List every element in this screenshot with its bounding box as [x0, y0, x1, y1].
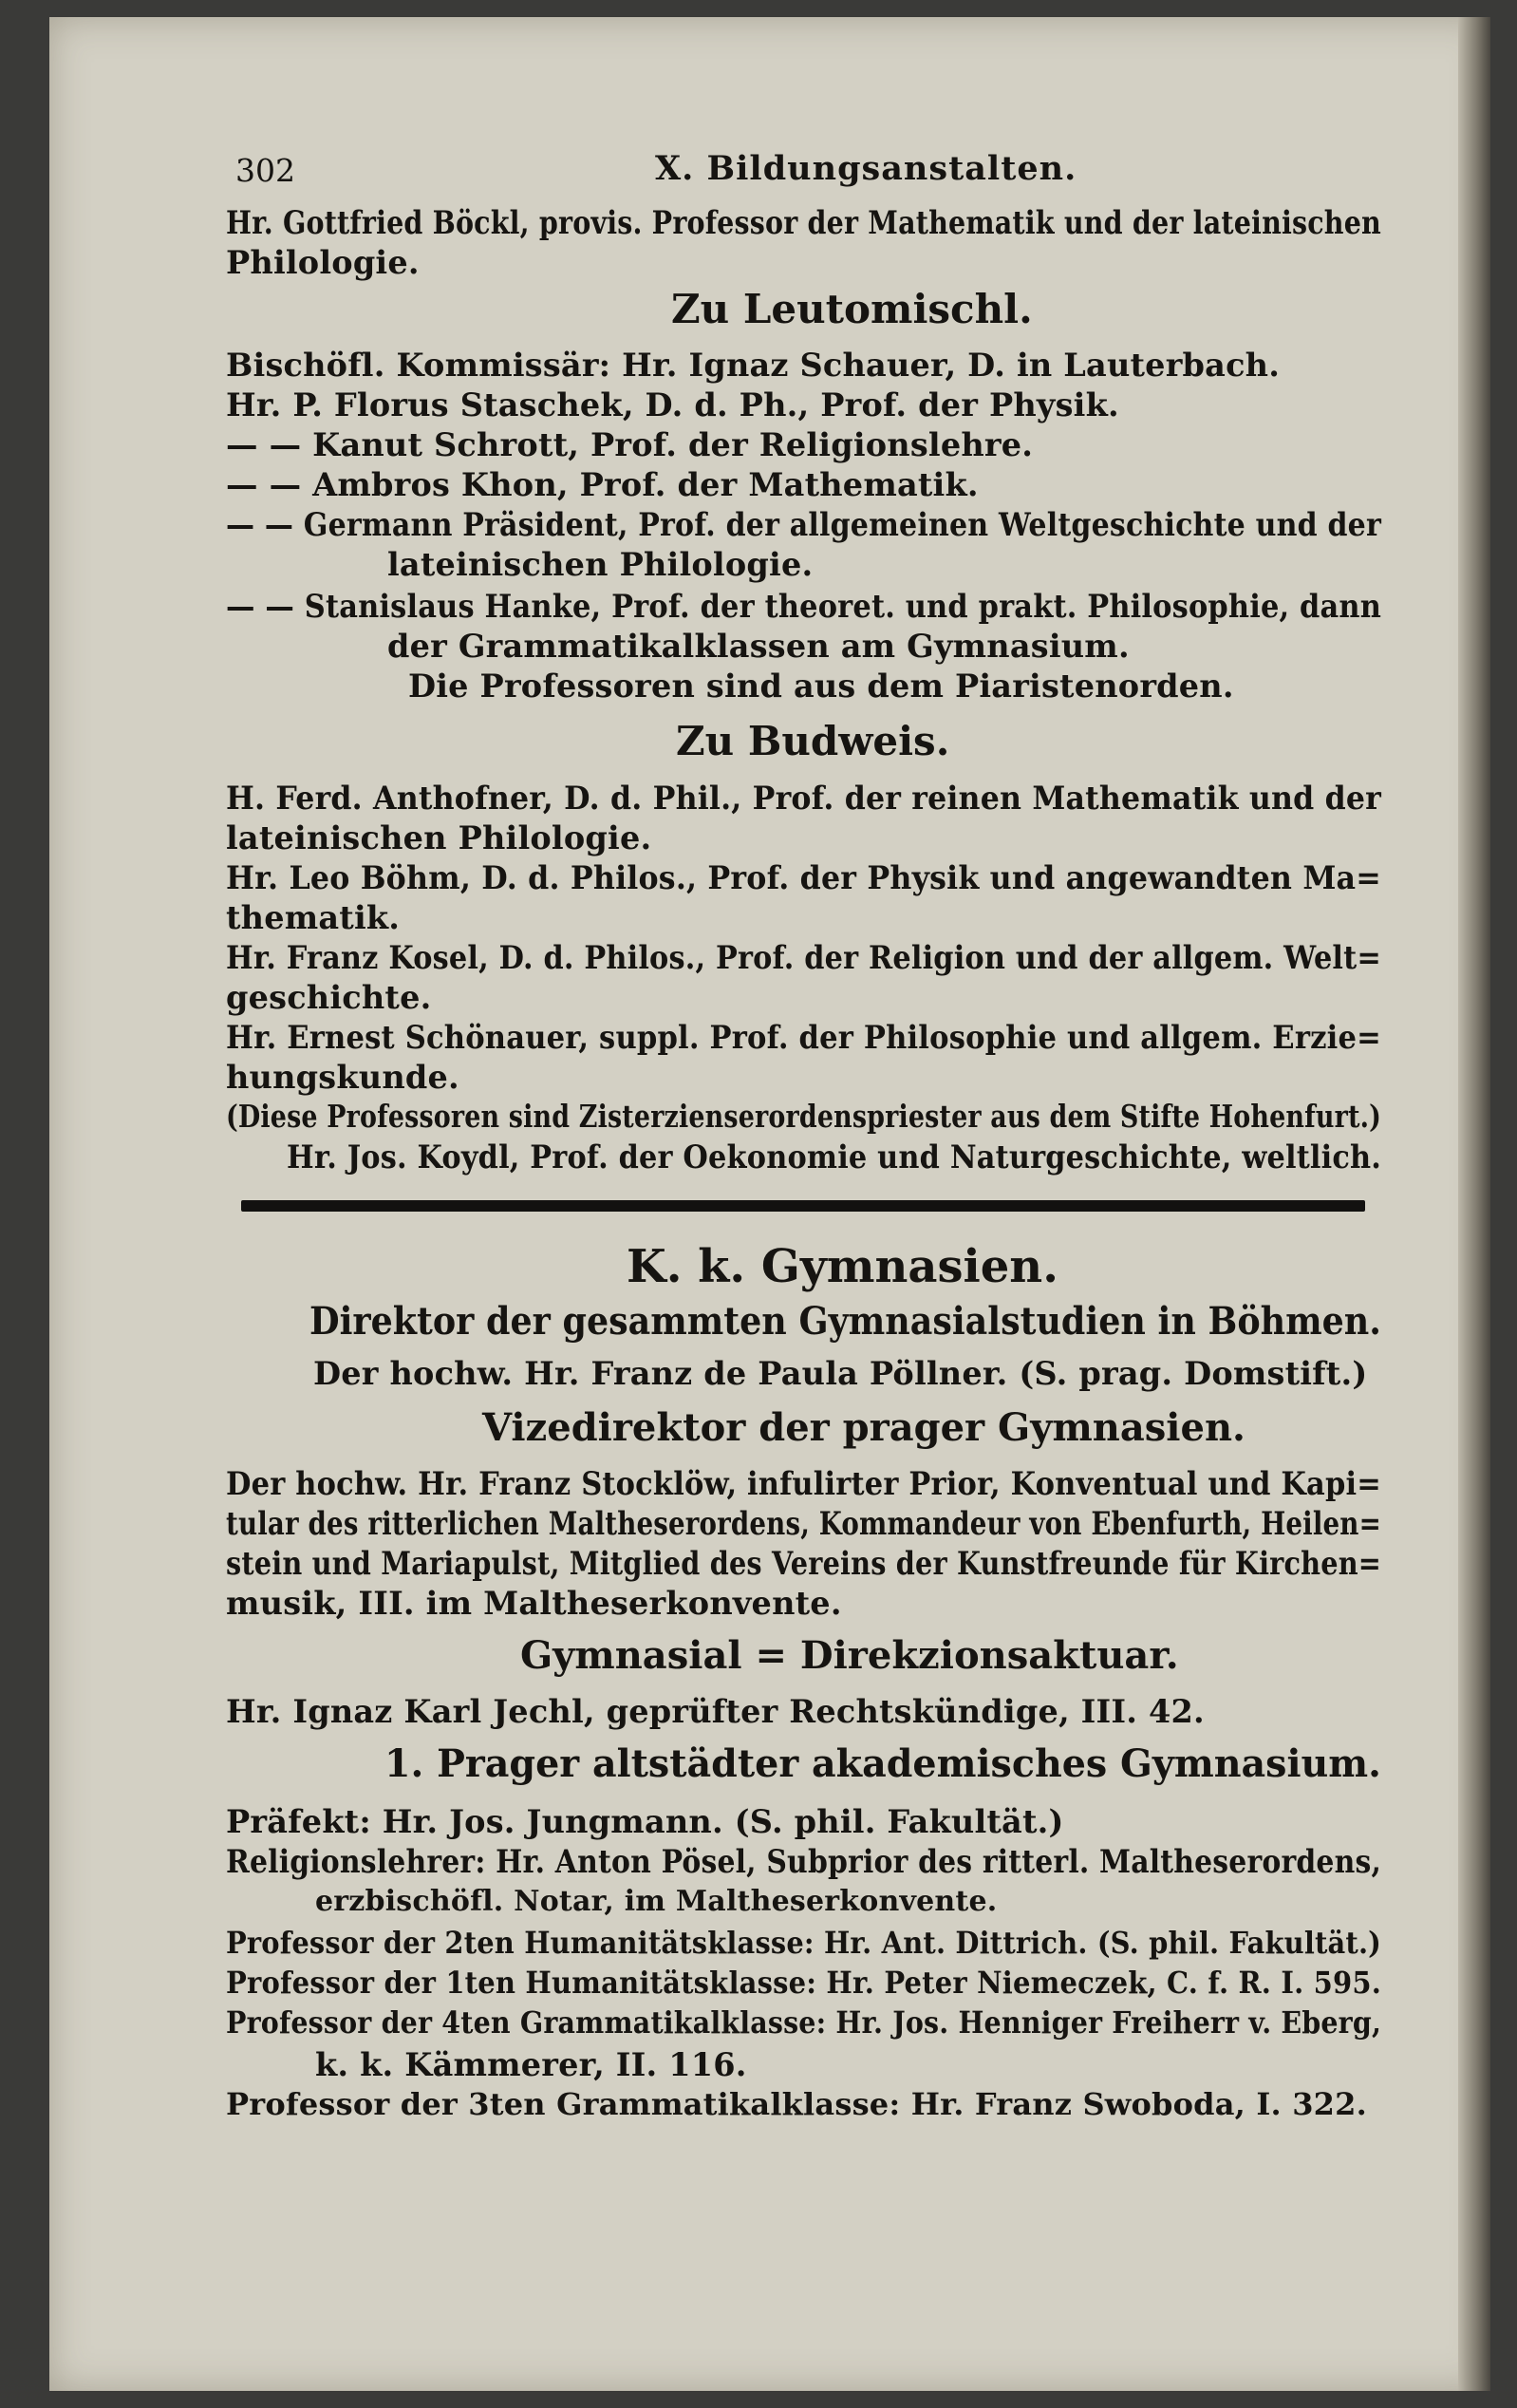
text-line: — — Germann Präsident, Prof. der allgemeinen Weltgeschichte und der — [226, 506, 1381, 543]
text-line: der Grammatikalklassen am Gymnasium. — [387, 628, 1130, 665]
text-line: Der hochw. Hr. Franz Stocklöw, infulirter Prior, Konventual und Kapi= — [226, 1465, 1381, 1502]
text-line: Hr. Ignaz Karl Jechl, geprüfter Rechtskündige, III. 42. — [226, 1693, 1205, 1730]
text-line: Bischöfl. Kommissär: Hr. Ignaz Schauer, D. in Lauterbach. — [226, 347, 1281, 384]
text-line: musik, III. im Maltheserkonvente. — [226, 1585, 842, 1622]
text-line: Hr. P. Florus Staschek, D. d. Ph., Prof. der Physik. — [226, 386, 1119, 423]
subsection-heading: Vizedirektor der prager Gymnasien. — [482, 1405, 1245, 1450]
text-line: — — Stanislaus Hanke, Prof. der theoret. und prakt. Philosophie, dann — [226, 588, 1382, 625]
running-title: X. Bildungsanstalten. — [655, 149, 1077, 188]
text-line: Präfekt: Hr. Jos. Jungmann. (S. phil. Fakultät.) — [226, 1803, 1064, 1840]
section-heading: K. k. Gymnasien. — [627, 1240, 1058, 1293]
text-line: Philologie. — [226, 244, 420, 281]
section-divider — [241, 1200, 1365, 1212]
page-number: 302 — [235, 152, 295, 189]
text-line: geschichte. — [226, 979, 432, 1016]
text-line: Hr. Ernest Schönauer, suppl. Prof. der Philosophie und allgem. Erzie= — [226, 1019, 1381, 1056]
text-line: Professor der 1ten Humanitätsklasse: Hr. Peter Niemeczek, C. f. R. I. 595. — [226, 1965, 1381, 2001]
text-line: thematik. — [226, 899, 401, 936]
text-line: stein und Mariapulst, Mitglied des Vereins der Kunstfreunde für Kirchen= — [226, 1545, 1382, 1582]
text-line: Religionslehrer: Hr. Anton Pösel, Subprior des ritterl. Maltheserordens, — [226, 1843, 1382, 1880]
text-line: lateinischen Philologie. — [226, 819, 652, 856]
text-line: (Diese Professoren sind Zisterzienserordenspriester aus dem Stifte Hohenfurt.) — [226, 1098, 1382, 1135]
subsection-heading: Direktor der gesammten Gymnasialstudien in Böhmen. — [309, 1299, 1381, 1344]
page-edge — [1458, 17, 1490, 2391]
text-line: Der hochw. Hr. Franz de Paula Pöllner. (S. prag. Domstift.) — [313, 1355, 1368, 1392]
text-line: hungskunde. — [226, 1059, 459, 1096]
section-heading: Zu Budweis. — [676, 718, 950, 764]
text-line: Hr. Leo Böhm, D. d. Philos., Prof. der Physik und angewandten Ma= — [226, 859, 1381, 896]
text-line: H. Ferd. Anthofner, D. d. Phil., Prof. der reinen Mathematik und der — [226, 780, 1381, 817]
text-line: tular des ritterlichen Maltheserordens, Kommandeur von Ebenfurth, Heilen= — [226, 1505, 1381, 1542]
text-line: Professor der 2ten Humanitätsklasse: Hr. Ant. Dittrich. (S. phil. Fakultät.) — [226, 1925, 1382, 1961]
subsection-heading: 1. Prager altstädter akademisches Gymnasium. — [384, 1741, 1381, 1786]
text-line: — — Ambros Khon, Prof. der Mathematik. — [226, 466, 979, 503]
text-line: — — Kanut Schrott, Prof. der Religionslehre. — [226, 426, 1034, 463]
section-heading: Zu Leutomischl. — [671, 286, 1033, 332]
text-line: erzbischöfl. Notar, im Maltheserkonvente. — [315, 1885, 998, 1918]
text-line: Hr. Gottfried Böckl, provis. Professor der Mathematik und der lateinischen — [226, 204, 1381, 241]
text-line: Professor der 4ten Grammatikalklasse: Hr. Jos. Henniger Freiherr v. Eberg, — [226, 2004, 1382, 2041]
text-line: k. k. Kämmerer, II. 116. — [315, 2046, 747, 2083]
subsection-heading: Gymnasial = Direkzionsaktuar. — [520, 1633, 1179, 1678]
text-line: Professor der 3ten Grammatikalklasse: Hr. Franz Swoboda, I. 322. — [226, 2086, 1367, 2122]
text-line: lateinischen Philologie. — [387, 546, 814, 583]
text-line: Hr. Jos. Koydl, Prof. der Oekonomie und Naturgeschichte, weltlich. — [287, 1138, 1382, 1176]
text-line: Hr. Franz Kosel, D. d. Philos., Prof. der Religion und der allgem. Welt= — [226, 939, 1381, 976]
text-line: Die Professoren sind aus dem Piaristenorden. — [408, 668, 1234, 705]
